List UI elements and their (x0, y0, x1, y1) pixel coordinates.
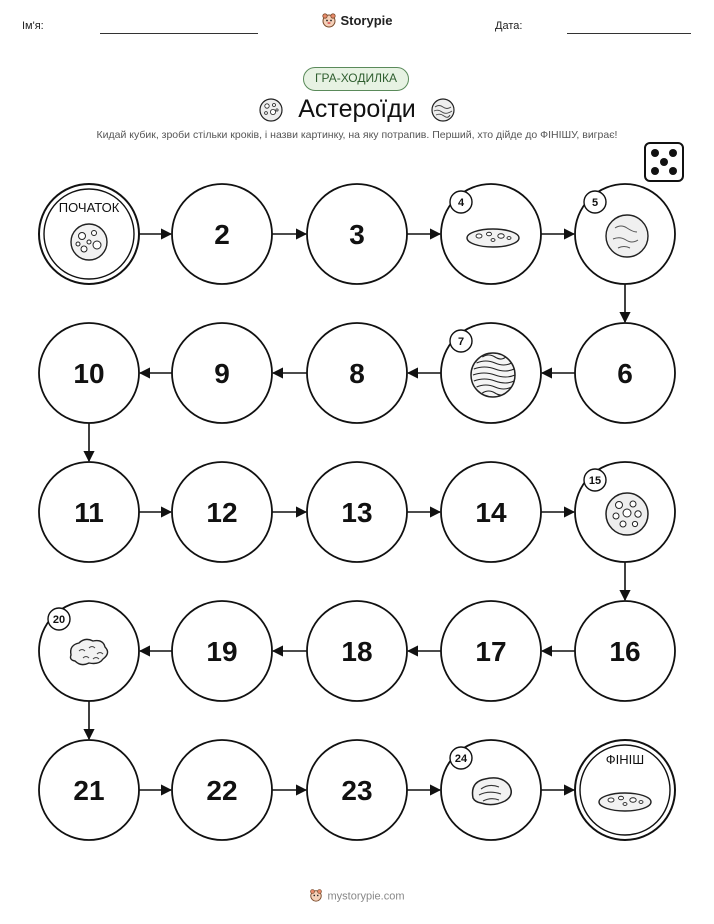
cell-number: 16 (609, 636, 641, 667)
name-label: Ім'я: (22, 20, 44, 32)
storypie-footer-logo-icon (309, 888, 323, 905)
cell-number: 17 (475, 636, 507, 667)
smooth-asteroid-icon (606, 215, 648, 257)
cell-number: 9 (214, 358, 230, 389)
game-type-badge: ГРА-ХОДИЛКА (303, 67, 409, 91)
board-cell-15[interactable] (575, 462, 675, 562)
board-cell-18[interactable] (307, 601, 407, 701)
board-cell-1[interactable] (39, 184, 139, 284)
board-cell-19[interactable] (172, 601, 272, 701)
cell-number-badge: 5 (591, 197, 599, 209)
cell-number: 13 (341, 497, 373, 528)
board-cell-8[interactable] (307, 323, 407, 423)
cratered-asteroid-icon (606, 493, 648, 535)
cell-number-badge: 7 (457, 336, 465, 348)
board-cell-21[interactable] (39, 740, 139, 840)
board-cell-14[interactable] (441, 462, 541, 562)
round-asteroid-icon (71, 224, 107, 260)
footer-site[interactable]: mystorypie.com (327, 890, 405, 903)
cell-number-badge: 20 (52, 614, 66, 626)
flat-asteroid-icon (599, 793, 651, 811)
board-cell-6[interactable] (575, 323, 675, 423)
title-text: Астероїди (298, 95, 416, 123)
cell-number: 18 (341, 636, 373, 667)
cell-number: 14 (475, 497, 507, 528)
board-cell-5[interactable] (575, 184, 675, 284)
start-label: ПОЧАТОК (58, 200, 120, 215)
cell-number-badge: 24 (454, 753, 468, 765)
cell-number-badge: 4 (457, 197, 465, 209)
board-cell-23[interactable] (307, 740, 407, 840)
board-cell-9[interactable] (172, 323, 272, 423)
striped-planet-icon (471, 353, 515, 397)
board-cell-2[interactable] (172, 184, 272, 284)
footer (0, 888, 714, 905)
board-cell-24[interactable] (441, 740, 541, 840)
lumpy-asteroid-icon (71, 639, 108, 664)
board-cell-17[interactable] (441, 601, 541, 701)
brand-name: Storypie (340, 12, 393, 28)
board-cell-4[interactable] (441, 184, 541, 284)
cell-number: 21 (73, 775, 105, 806)
board-cell-22[interactable] (172, 740, 272, 840)
cell-number: 19 (206, 636, 238, 667)
cell-number: 11 (74, 497, 104, 528)
board-cell-16[interactable] (575, 601, 675, 701)
board-cell-10[interactable] (39, 323, 139, 423)
cell-number: 23 (341, 775, 373, 806)
cell-number: 2 (214, 219, 230, 250)
board-cell-25[interactable] (575, 740, 675, 840)
cell-number: 6 (617, 358, 633, 389)
cell-number-badge: 15 (588, 475, 602, 487)
cell-number: 12 (206, 497, 238, 528)
flat-asteroid-icon (467, 229, 519, 247)
cell-number: 3 (349, 219, 365, 250)
board-cell-12[interactable] (172, 462, 272, 562)
board-cell-20[interactable] (39, 601, 139, 701)
date-label: Дата: (495, 20, 523, 32)
rock-asteroid-icon (473, 778, 512, 805)
board-cell-11[interactable] (39, 462, 139, 562)
cell-number: 10 (73, 358, 105, 389)
board-cell-3[interactable] (307, 184, 407, 284)
finish-label: ФІНІШ (605, 752, 645, 767)
instructions: Кидай кубик, зроби стільки кроків, і назви картинку, на яку потрапив. Перший, хто дійде до ФІНІШУ, виграє! (96, 129, 618, 141)
cell-number: 22 (206, 775, 238, 806)
board-cell-7[interactable] (441, 323, 541, 423)
cell-number: 8 (349, 358, 365, 389)
board-cell-13[interactable] (307, 462, 407, 562)
